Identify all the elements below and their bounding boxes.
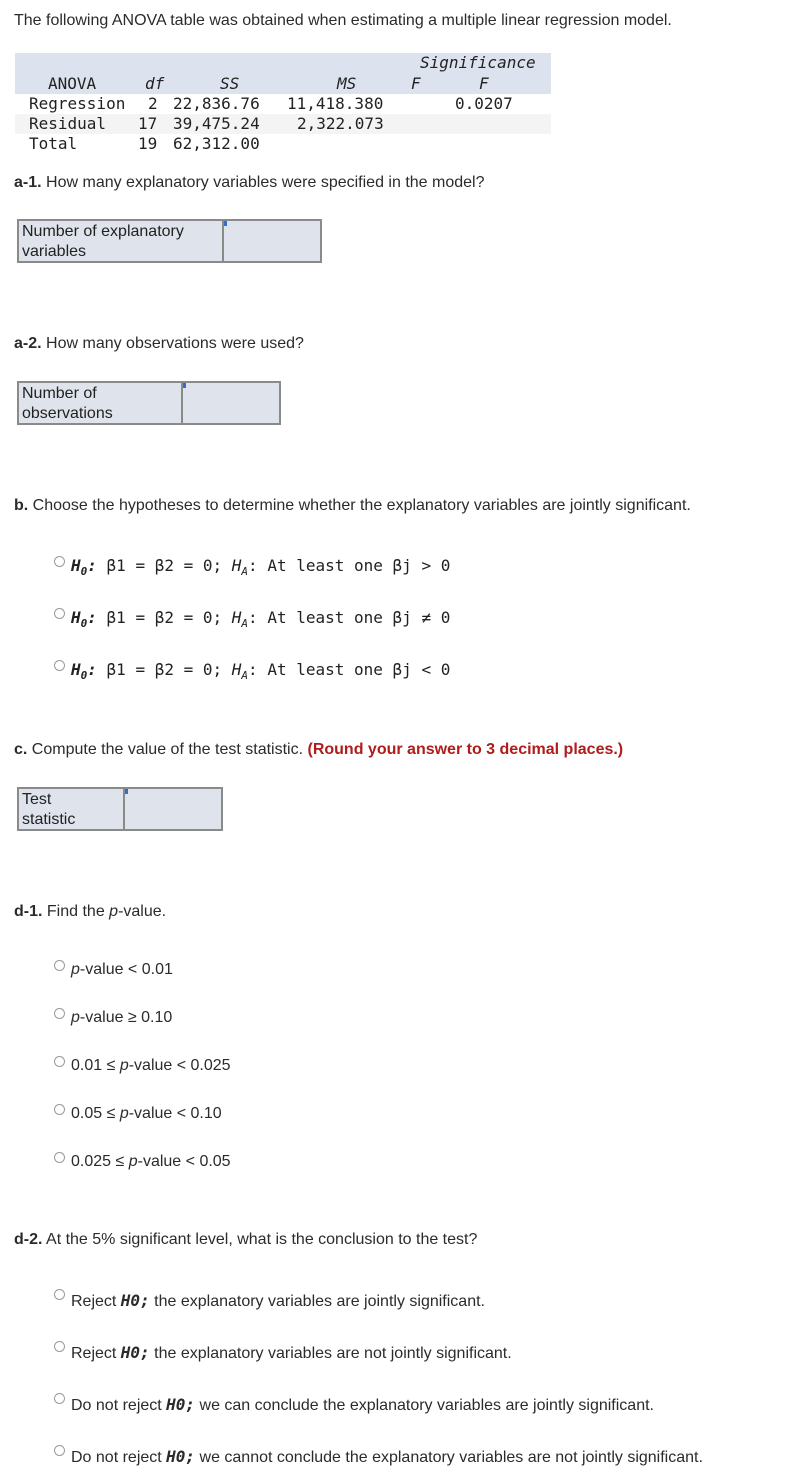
- observations-input[interactable]: [183, 383, 279, 423]
- anova-residual-ms: 2,322.073: [297, 114, 384, 133]
- d1-option-5[interactable]: 0.025 ≤ p-value < 0.05: [71, 1153, 231, 1170]
- anova-regression-source: Regression: [29, 94, 126, 113]
- d1-option-1[interactable]: p-value < 0.01: [71, 961, 173, 978]
- anova-residual-df: 17: [138, 114, 158, 133]
- anova-regression-sig: 0.0207: [455, 94, 513, 113]
- a1-question: a-1. How many explanatory variables were specified in the model?: [14, 174, 485, 191]
- rounding-instruction: (Round your answer to 3 decimal places.): [307, 741, 624, 758]
- d2-option-1[interactable]: Reject H0; the explanatory variables are jointly significant.: [71, 1291, 485, 1310]
- anova-total-df: 19: [138, 134, 158, 153]
- d1-option-2[interactable]: p-value ≥ 0.10: [71, 1009, 173, 1026]
- b-option-1-radio[interactable]: [54, 556, 65, 567]
- d2-option-2[interactable]: Reject H0; the explanatory variables are not jointly significant.: [71, 1343, 512, 1362]
- anova-total-source: Total: [29, 134, 78, 153]
- d2-option-3[interactable]: Do not reject H0; we can conclude the explanatory variables are jointly significant.: [71, 1395, 654, 1414]
- d2-option-4[interactable]: Do not reject H0; we cannot conclude the explanatory variables are not jointly significant.: [71, 1447, 703, 1466]
- a1-box-label: Number of explanatory variables: [19, 221, 224, 261]
- anova-regression-ss: 22,836.76: [173, 94, 260, 113]
- c-box-label: Test statistic: [19, 789, 125, 829]
- a2-box-label: Number of observations: [19, 383, 183, 423]
- test-statistic-input[interactable]: [125, 789, 221, 829]
- b-option-3[interactable]: $H_0$: β1 = β2 = 0; $H_A$: At least one βj < 0: [71, 660, 451, 683]
- anova-header-significance: Significance: [420, 53, 536, 72]
- d2-question: d-2. At the 5% significant level, what is the conclusion to the test?: [14, 1231, 478, 1248]
- a2-question: a-2. How many observations were used?: [14, 335, 304, 352]
- d1-question: d-1. Find the p-value.: [14, 903, 167, 920]
- d1-option-4[interactable]: 0.05 ≤ p-value < 0.10: [71, 1105, 222, 1122]
- anova-residual-source: Residual: [29, 114, 107, 133]
- b-option-3-radio[interactable]: [54, 660, 65, 671]
- d1-option-5-radio[interactable]: [54, 1152, 65, 1163]
- c-answer-box: [17, 787, 223, 831]
- anova-header-ss: SS: [220, 74, 240, 93]
- anova-header-f: F: [411, 74, 421, 93]
- d2-option-1-radio[interactable]: [54, 1289, 65, 1300]
- intro-text: The following ANOVA table was obtained when estimating a multiple linear regression model.: [14, 12, 672, 29]
- anova-header-ms: MS: [337, 74, 357, 93]
- d1-option-3[interactable]: 0.01 ≤ p-value < 0.025: [71, 1057, 231, 1074]
- d1-option-1-radio[interactable]: [54, 960, 65, 971]
- d2-option-2-radio[interactable]: [54, 1341, 65, 1352]
- anova-header-source: ANOVA: [48, 74, 97, 93]
- anova-total-ss: 62,312.00: [173, 134, 260, 153]
- b-option-1[interactable]: $H_0$: β1 = β2 = 0; $H_A$: At least one βj > 0: [71, 556, 451, 579]
- d2-option-3-radio[interactable]: [54, 1393, 65, 1404]
- a2-answer-box: [17, 381, 281, 425]
- anova-regression-df: 2: [148, 94, 158, 113]
- a1-answer-box: [17, 219, 322, 263]
- anova-header-df: df: [145, 74, 165, 93]
- d1-option-3-radio[interactable]: [54, 1056, 65, 1067]
- anova-residual-ss: 39,475.24: [173, 114, 260, 133]
- b-option-2-radio[interactable]: [54, 608, 65, 619]
- d1-option-2-radio[interactable]: [54, 1008, 65, 1019]
- b-question: b. Choose the hypotheses to determine whether the explanatory variables are jointly significant.: [14, 497, 691, 514]
- c-question: c. Compute the value of the test statistic. (Round your answer to 3 decimal places.): [14, 741, 624, 758]
- anova-header-sig-f: F: [479, 74, 489, 93]
- b-option-2[interactable]: $H_0$: β1 = β2 = 0; $H_A$: At least one βj ≠ 0: [71, 608, 451, 631]
- d2-option-4-radio[interactable]: [54, 1445, 65, 1456]
- anova-regression-ms: 11,418.380: [287, 94, 384, 113]
- explanatory-variables-input[interactable]: [224, 221, 320, 261]
- d1-option-4-radio[interactable]: [54, 1104, 65, 1115]
